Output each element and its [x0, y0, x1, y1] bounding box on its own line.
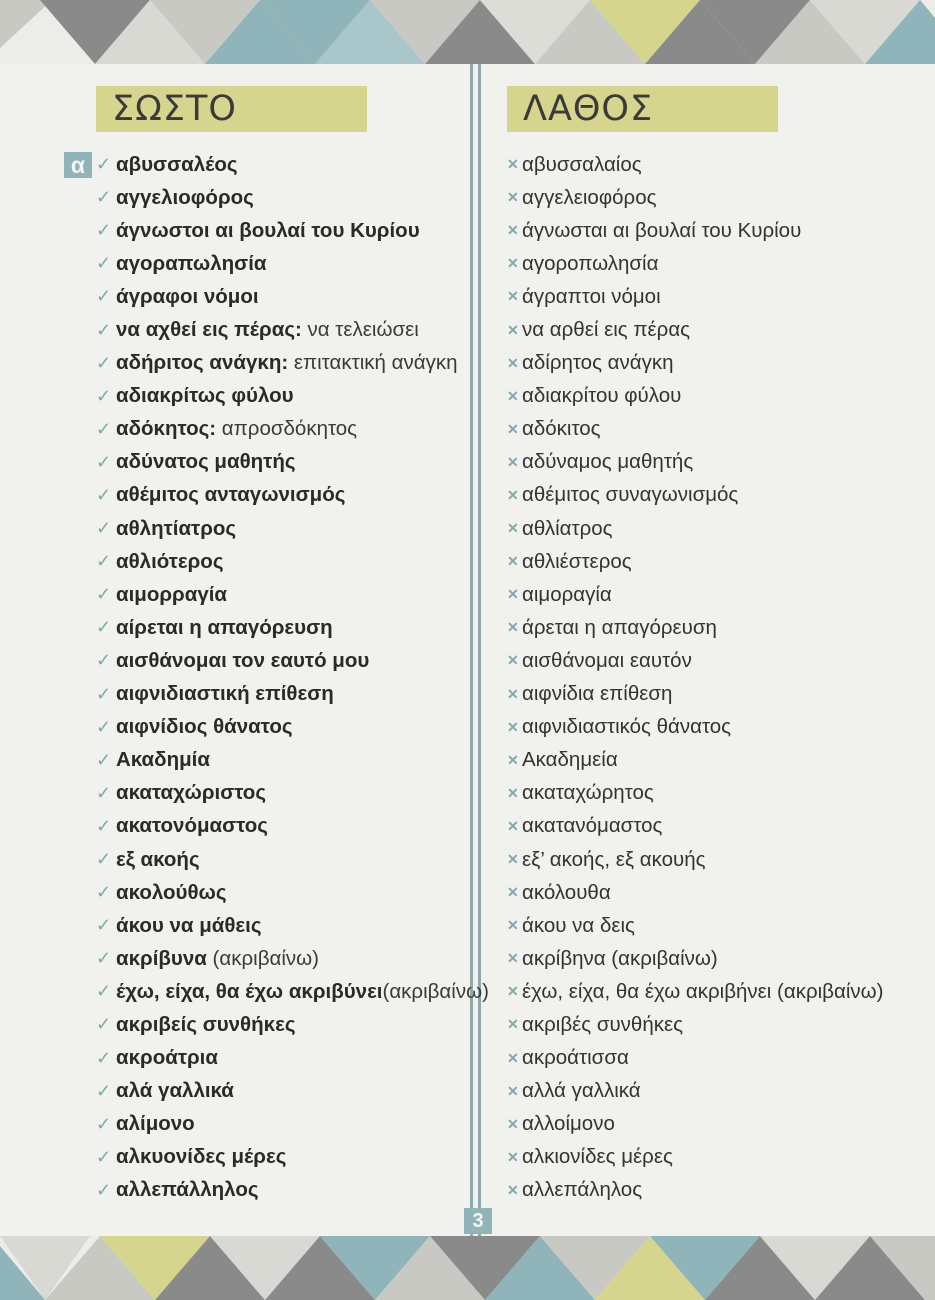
wrong-list-item — [507, 512, 932, 545]
wrong-list-item — [507, 777, 932, 810]
wrong-term: αιμοραγία — [522, 582, 612, 606]
wrong-term: αβυσσαλαίος — [522, 152, 642, 176]
correct-term: αβυσσαλέος — [116, 152, 238, 176]
wrong-term: ακριβές συνθήκες — [522, 1012, 684, 1036]
checkmark-icon: ✓ — [96, 1146, 112, 1167]
cross-icon: ✕ — [507, 1115, 519, 1132]
bottom-triangle-pattern — [0, 1236, 935, 1300]
cross-icon: ✕ — [507, 950, 519, 967]
wrong-term: εξ’ ακοής, εξ ακουής — [522, 847, 706, 871]
wrong-list-item — [507, 611, 932, 644]
wrong-term: αγοροπωλησία — [522, 251, 659, 275]
correct-term: αιμορραγία — [116, 582, 228, 606]
correct-list-item — [96, 347, 476, 380]
wrong-list-item — [507, 247, 932, 280]
checkmark-icon: ✓ — [96, 451, 112, 472]
cross-icon: ✕ — [507, 718, 519, 735]
cross-icon: ✕ — [507, 420, 519, 437]
wrong-list-item — [507, 678, 932, 711]
correct-list-item — [96, 181, 476, 214]
correct-term: ακρίβυνα — [116, 946, 207, 970]
wrong-list-item — [507, 347, 932, 380]
correct-term: άκου να μάθεις — [116, 913, 262, 937]
wrong-list-item — [507, 843, 932, 876]
wrong-term: ακόλουθα — [522, 880, 611, 904]
correct-list-item — [96, 876, 476, 909]
correct-term-note: (ακριβαίνω) — [382, 979, 489, 1003]
cross-icon: ✕ — [507, 354, 519, 371]
wrong-term: έχω, είχα, θα έχω ακριβήνει (ακριβαίνω) — [522, 979, 884, 1003]
correct-list-item — [96, 777, 476, 810]
cross-icon: ✕ — [507, 586, 519, 603]
correct-list-item — [96, 313, 476, 346]
wrong-term: άγραπτοι νόμοι — [522, 284, 661, 308]
checkmark-icon: ✓ — [96, 187, 112, 208]
correct-list-item — [96, 909, 476, 942]
cross-icon: ✕ — [507, 222, 519, 239]
correct-list-item — [96, 148, 476, 181]
checkmark-icon: ✓ — [96, 915, 112, 936]
correct-term: αδιακρίτως φύλου — [116, 384, 294, 408]
wrong-term: αλλά γαλλικά — [522, 1079, 641, 1103]
correct-term: αλλεπάλληλος — [116, 1178, 259, 1202]
wrong-list-item — [507, 280, 932, 313]
correct-list-item — [96, 545, 476, 578]
wrong-term: αδύναμος μαθητής — [522, 450, 694, 474]
wrong-term: αδιακρίτου φύλου — [522, 384, 682, 408]
correct-term: άγραφοι νόμοι — [116, 284, 259, 308]
wrong-list-item — [507, 1141, 932, 1174]
cross-icon: ✕ — [507, 652, 519, 669]
correct-term: αδόκητος: — [116, 417, 217, 441]
cross-icon: ✕ — [507, 387, 519, 404]
wrong-term: άγνωσται αι βουλαί του Κυρίου — [522, 218, 802, 242]
correct-term: αδήριτος ανάγκη: — [116, 351, 289, 375]
checkmark-icon: ✓ — [96, 749, 112, 770]
correct-list-item — [96, 711, 476, 744]
wrong-list-item — [507, 876, 932, 909]
wrong-list-item — [507, 1042, 932, 1075]
checkmark-icon: ✓ — [96, 782, 112, 803]
cross-icon: ✕ — [507, 1082, 519, 1099]
wrong-list-item — [507, 744, 932, 777]
correct-term: άγνωστοι αι βουλαί του Κυρίου — [116, 218, 420, 242]
correct-list-item — [96, 413, 476, 446]
correct-term: ακολούθως — [116, 880, 227, 904]
wrong-list-item — [507, 644, 932, 677]
correct-term: εξ ακοής — [116, 847, 200, 871]
correct-term: αιφνίδιος θάνατος — [116, 715, 293, 739]
correct-term: αισθάνομαι τον εαυτό μου — [116, 648, 370, 672]
checkmark-icon: ✓ — [96, 518, 112, 539]
checkmark-icon: ✓ — [96, 220, 112, 241]
wrong-list-item — [507, 1075, 932, 1108]
correct-list-item — [96, 1042, 476, 1075]
correct-term-note: να τελειώσει — [301, 318, 419, 342]
wrong-term: άκου να δεις — [522, 913, 635, 937]
correct-term: αλά γαλλικά — [116, 1079, 234, 1103]
checkmark-icon: ✓ — [96, 385, 112, 406]
wrong-list-item — [507, 975, 932, 1008]
correct-term: αλκυονίδες μέρες — [116, 1145, 287, 1169]
cross-icon: ✕ — [507, 619, 519, 636]
correct-term: αθέμιτος ανταγωνισμός — [116, 483, 346, 507]
checkmark-icon: ✓ — [96, 418, 112, 439]
correct-list-item — [96, 380, 476, 413]
correct-list-item — [96, 744, 476, 777]
bottom-decorative-band — [0, 1236, 935, 1300]
correct-list-item — [96, 611, 476, 644]
wrong-list-item — [507, 313, 932, 346]
cross-icon: ✕ — [507, 917, 519, 934]
cross-icon: ✕ — [507, 817, 519, 834]
checkmark-icon: ✓ — [96, 154, 112, 175]
correct-term: αγγελιοφόρος — [116, 185, 254, 209]
correct-list-item — [96, 1075, 476, 1108]
wrong-list-item — [507, 909, 932, 942]
wrong-list-item — [507, 1174, 932, 1207]
cross-icon: ✕ — [507, 1181, 519, 1198]
wrong-list-item — [507, 1108, 932, 1141]
checkmark-icon: ✓ — [96, 286, 112, 307]
wrong-list-item — [507, 479, 932, 512]
checkmark-icon: ✓ — [96, 617, 112, 638]
cross-icon: ✕ — [507, 983, 519, 1000]
correct-term: αλίμονο — [116, 1112, 195, 1136]
wrong-list-item — [507, 1008, 932, 1041]
wrong-list-item — [507, 413, 932, 446]
cross-icon: ✕ — [507, 1016, 519, 1033]
checkmark-icon: ✓ — [96, 319, 112, 340]
wrong-term: ακαταχώρητος — [522, 781, 654, 805]
wrong-list-item — [507, 214, 932, 247]
correct-list-item — [96, 512, 476, 545]
correct-term: αίρεται η απαγόρευση — [116, 615, 333, 639]
wrong-term: αθλίατρος — [522, 516, 613, 540]
wrong-term: αλκιονίδες μέρες — [522, 1145, 673, 1169]
correct-list-item — [96, 446, 476, 479]
top-decorative-band — [0, 0, 935, 64]
checkmark-icon: ✓ — [96, 584, 112, 605]
correct-term: να αχθεί εις πέρας: — [116, 318, 302, 342]
center-divider-line — [478, 64, 481, 1236]
wrong-term: αθέμιτος συναγωνισμός — [522, 483, 739, 507]
wrong-list-item — [507, 545, 932, 578]
correct-term: Ακαδημία — [116, 748, 210, 772]
wrong-list-item — [507, 942, 932, 975]
correct-list-item — [96, 678, 476, 711]
wrong-term: ακατανόμαστος — [522, 814, 663, 838]
wrong-list-item — [507, 810, 932, 843]
checkmark-icon: ✓ — [96, 551, 112, 572]
correct-list-item — [96, 479, 476, 512]
correct-term: αδύνατος μαθητής — [116, 450, 296, 474]
checkmark-icon: ✓ — [96, 484, 112, 505]
page-number: 3 — [464, 1208, 492, 1234]
checkmark-icon: ✓ — [96, 849, 112, 870]
wrong-list — [507, 148, 932, 1207]
top-triangle-pattern — [0, 0, 935, 64]
cross-icon: ✕ — [507, 751, 519, 768]
section-letter-badge: α — [64, 152, 92, 178]
correct-term-note: επιτακτική ανάγκη — [288, 351, 458, 375]
correct-list-item — [96, 578, 476, 611]
checkmark-icon: ✓ — [96, 1014, 112, 1035]
correct-list-item — [96, 975, 489, 1008]
cross-icon: ✕ — [507, 1049, 519, 1066]
correct-list-item — [96, 1141, 476, 1174]
correct-list-item — [96, 247, 476, 280]
checkmark-icon: ✓ — [96, 650, 112, 671]
cross-icon: ✕ — [507, 553, 519, 570]
wrong-term: αιφνιδιαστικός θάνατος — [522, 715, 732, 739]
correct-term: έχω, είχα, θα έχω ακριβύνει — [116, 979, 383, 1003]
correct-list-item — [96, 942, 476, 975]
correct-term: ακαταχώριστος — [116, 781, 266, 805]
checkmark-icon: ✓ — [96, 882, 112, 903]
cross-icon: ✕ — [507, 321, 519, 338]
correct-list-item — [96, 214, 476, 247]
checkmark-icon: ✓ — [96, 683, 112, 704]
correct-list-item — [96, 843, 476, 876]
wrong-term: αθλιέστερος — [522, 549, 632, 573]
wrong-term: να αρθεί εις πέρας — [522, 318, 691, 342]
wrong-term: αιφνίδια επίθεση — [522, 682, 673, 706]
correct-term-note: απροσδόκητος — [216, 417, 358, 441]
checkmark-icon: ✓ — [96, 716, 112, 737]
correct-list — [96, 148, 489, 1207]
correct-term: αθλιότερος — [116, 549, 224, 573]
checkmark-icon: ✓ — [96, 1179, 112, 1200]
cross-icon: ✕ — [507, 156, 519, 173]
correct-term: ακριβείς συνθήκες — [116, 1012, 296, 1036]
checkmark-icon: ✓ — [96, 981, 112, 1002]
cross-icon: ✕ — [507, 255, 519, 272]
cross-icon: ✕ — [507, 453, 519, 470]
checkmark-icon: ✓ — [96, 1080, 112, 1101]
wrong-term: αδόκιτος — [522, 417, 601, 441]
checkmark-icon: ✓ — [96, 1047, 112, 1068]
cross-icon: ✕ — [507, 1148, 519, 1165]
checkmark-icon: ✓ — [96, 815, 112, 836]
wrong-list-item — [507, 446, 932, 479]
correct-list-item — [96, 810, 476, 843]
wrong-term: ακροάτισσα — [522, 1046, 629, 1070]
correct-term-note: (ακριβαίνω) — [206, 946, 319, 970]
cross-icon: ✕ — [507, 486, 519, 503]
wrong-term: αγγελειοφόρος — [522, 185, 657, 209]
checkmark-icon: ✓ — [96, 352, 112, 373]
cross-icon: ✕ — [507, 685, 519, 702]
correct-term: αιφνιδιαστική επίθεση — [116, 682, 334, 706]
correct-term: ακατονόμαστος — [116, 814, 268, 838]
wrong-list-item — [507, 148, 932, 181]
wrong-term: ακρίβηνα (ακριβαίνω) — [522, 946, 718, 970]
correct-term: αθλητίατρος — [116, 516, 237, 540]
cross-icon: ✕ — [507, 189, 519, 206]
wrong-list-item — [507, 380, 932, 413]
correct-term: αγοραπωλησία — [116, 251, 267, 275]
checkmark-icon: ✓ — [96, 948, 112, 969]
correct-list-item — [96, 1174, 476, 1207]
wrong-term: Ακαδημεία — [522, 748, 618, 772]
cross-icon: ✕ — [507, 884, 519, 901]
correct-heading: ΣΩΣΤΟ — [96, 86, 367, 132]
checkmark-icon: ✓ — [96, 253, 112, 274]
wrong-heading: ΛΑΘΟΣ — [507, 86, 778, 132]
correct-list-item — [96, 280, 476, 313]
cross-icon: ✕ — [507, 520, 519, 537]
wrong-list-item — [507, 181, 932, 214]
correct-list-item — [96, 1108, 476, 1141]
correct-term: ακροάτρια — [116, 1046, 218, 1070]
wrong-term: αισθάνομαι εαυτόν — [522, 648, 692, 672]
wrong-term: αδίρητος ανάγκη — [522, 351, 674, 375]
cross-icon: ✕ — [507, 851, 519, 868]
wrong-list-item — [507, 711, 932, 744]
wrong-term: αλλοίμονο — [522, 1112, 615, 1136]
correct-list-item — [96, 644, 476, 677]
correct-list-item — [96, 1008, 476, 1041]
cross-icon: ✕ — [507, 288, 519, 305]
wrong-list-item — [507, 578, 932, 611]
wrong-term: αλλεπάληλος — [522, 1178, 643, 1202]
checkmark-icon: ✓ — [96, 1113, 112, 1134]
wrong-term: άρεται η απαγόρευση — [522, 615, 717, 639]
cross-icon: ✕ — [507, 784, 519, 801]
